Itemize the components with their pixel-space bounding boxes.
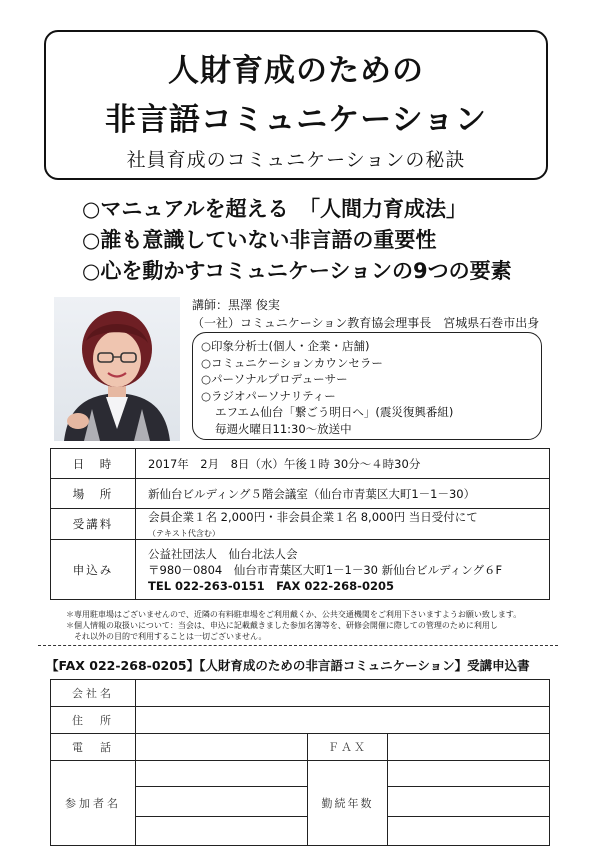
application-form-table bbox=[50, 679, 550, 846]
form-row-address bbox=[51, 707, 550, 734]
years-field-2[interactable] bbox=[388, 787, 550, 817]
company-field[interactable] bbox=[136, 680, 550, 707]
title-line-2: 非言語コミュニケーション bbox=[104, 102, 488, 138]
apply-contact: TEL 022-263-0151 FAX 022-268-0205 bbox=[148, 578, 394, 593]
info-row-date bbox=[51, 449, 550, 479]
subtitle: 社員育成のコミュニケーションの秘訣 bbox=[126, 149, 466, 171]
point-2: ○誰も意識していない非言語の重要性 bbox=[82, 228, 437, 252]
fax-field[interactable] bbox=[388, 734, 550, 761]
address-label: 住 所 bbox=[51, 707, 136, 734]
phone-field[interactable] bbox=[136, 734, 308, 761]
info-table bbox=[50, 448, 550, 600]
apply-address: 〒980－0804 仙台市青葉区大町1－1－30 新仙台ビルディング６F bbox=[148, 562, 503, 577]
years-label: 勤続年数 bbox=[308, 761, 388, 846]
info-row-place bbox=[51, 479, 550, 509]
career-item: エフエム仙台「繋ごう明日へ」(震災復興番組) bbox=[215, 405, 454, 420]
lecturer-name: 講師：黒澤 俊実 bbox=[192, 298, 280, 312]
title-line-1: 人財育成のための bbox=[168, 53, 424, 89]
years-field-1[interactable] bbox=[388, 761, 550, 787]
point-3: ○心を動かすコミュニケーションの9つの要素 bbox=[82, 259, 512, 283]
address-field[interactable] bbox=[136, 707, 550, 734]
fee-label: 受講料 bbox=[51, 509, 136, 540]
lecturer-portrait-image bbox=[54, 297, 180, 441]
participant-name-field-1[interactable] bbox=[136, 761, 308, 787]
apply-org: 公益社団法人 仙台北法人会 bbox=[148, 546, 298, 561]
participant-name-field-3[interactable] bbox=[136, 817, 308, 846]
fee-value-cell bbox=[136, 509, 550, 540]
form-row-participant-1 bbox=[51, 761, 550, 787]
lecturer-photo bbox=[54, 297, 180, 441]
lecturer-title: （一社）コミュニケーション教育協会理事長 宮城県石巻市出身 bbox=[192, 316, 540, 330]
career-item: ○印象分析士(個人・企業・店舗) bbox=[201, 339, 370, 353]
career-item: 毎週火曜日11:30～放送中 bbox=[215, 421, 352, 436]
date-value: 2017年 2月 8日（水）午後１時 30分～４時30分 bbox=[136, 449, 550, 479]
note-line: それ以外の目的で利用することは一切ございません。 bbox=[66, 632, 267, 641]
note-line: ＊専用駐車場はございませんので、近隣の有料駐車場をご利用戴くか、公共交通機関をご利用下さいますようお願い致します。 bbox=[66, 610, 522, 619]
years-field-3[interactable] bbox=[388, 817, 550, 846]
career-box bbox=[192, 332, 542, 440]
point-1: ○マニュアルを超える 「人間力育成法」 bbox=[82, 197, 467, 221]
company-label: 会社名 bbox=[51, 680, 136, 707]
participant-label: 参加者名 bbox=[51, 761, 136, 846]
notes bbox=[66, 609, 521, 642]
phone-label: 電 話 bbox=[51, 734, 136, 761]
info-row-fee bbox=[51, 509, 550, 540]
cut-line-divider bbox=[38, 645, 558, 646]
place-label: 場 所 bbox=[51, 479, 136, 509]
form-row-company bbox=[51, 680, 550, 707]
key-points bbox=[82, 194, 512, 287]
career-item: ○コミュニケーションカウンセラー bbox=[201, 355, 383, 370]
title-box bbox=[44, 30, 548, 180]
apply-label: 申込み bbox=[51, 540, 136, 600]
note-line: ＊個人情報の取扱いについて：当会は、申込に記載戴きました参加名簿等を、研修会開催に際しての管理のために利用し bbox=[66, 621, 498, 630]
info-row-apply bbox=[51, 540, 550, 600]
form-heading: 【FAX 022-268-0205】【人財育成のための非言語コミュニケーション】受講申込書 bbox=[46, 658, 530, 673]
date-label: 日 時 bbox=[51, 449, 136, 479]
fee-note: （テキスト代含む） bbox=[148, 529, 220, 538]
fax-label: ＦＡＸ bbox=[308, 734, 388, 761]
career-item: ○パーソナルプロデューサー bbox=[201, 372, 348, 387]
participant-name-field-2[interactable] bbox=[136, 787, 308, 817]
form-row-phone bbox=[51, 734, 550, 761]
career-item: ○ラジオパーソナリティー bbox=[201, 388, 336, 403]
place-value: 新仙台ビルディング５階会議室（仙台市青葉区大町1－1－30） bbox=[136, 479, 550, 509]
fee-value: 会員企業１名 2,000円・非会員企業１名 8,000円 当日受付にて bbox=[148, 510, 478, 524]
apply-value-cell bbox=[136, 540, 550, 600]
